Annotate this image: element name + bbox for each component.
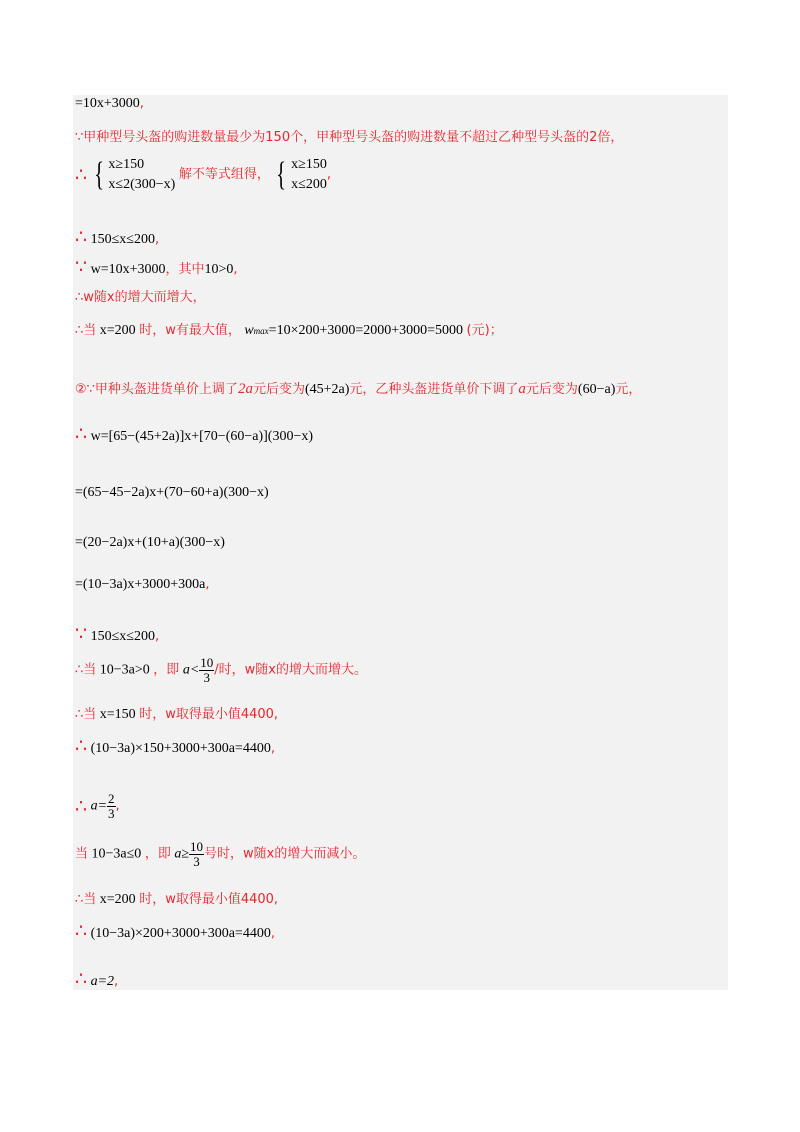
step-line: ∴当 10−3a>0 ，即 a< $\frac{10}{3}$ /时，w随x的增大而增大。: [75, 655, 367, 685]
step-line: [75, 534, 225, 552]
math-expr: (60−a): [577, 382, 616, 397]
math-expr: (10−3a)×150+3000+300a=4400: [90, 741, 271, 756]
step-line: [75, 484, 269, 502]
text: 时，w有最大值，: [139, 323, 241, 338]
frac-den: 3: [203, 670, 211, 685]
text: 时，w取得最小值4400,: [139, 707, 279, 722]
text: 元，: [615, 382, 642, 397]
step-line: ∵ w=10x+3000，其中10>0,: [75, 256, 238, 278]
frac-den: 3: [193, 854, 200, 869]
math-expr: 10−3a≤0: [91, 846, 142, 862]
math-expr: x=200: [99, 323, 136, 338]
step-line: ∴ w=[65−(45+2a)]x+[70−(60−a)](300−x): [75, 423, 314, 445]
math-expr: a=2: [90, 974, 115, 989]
math-expr: 2a: [237, 381, 253, 397]
math-expr: =10x+3000: [75, 96, 140, 111]
math-expr: (45+2a): [304, 382, 350, 397]
step-line: ∴ (10−3a)×150+3000+300a=4400,: [75, 735, 275, 757]
ineq-4: x≤200: [291, 177, 327, 192]
text: 元后变为: [252, 382, 305, 397]
step-line: ②∵甲种头盔进货单价上调了2a元后变为(45+2a)元，乙种头盔进货单价下调了a元后变为(60−a)元，: [75, 381, 642, 397]
text: ，其中: [165, 262, 205, 277]
ineq-2: x≤2(300−x): [108, 177, 176, 192]
condition-text: ∵甲种型号头盔的购进数量最少为150个，甲种型号头盔的购进数量不超过乙种型号头盔的2倍，: [75, 130, 624, 145]
step-line: ∵ 150≤x≤200,: [75, 623, 160, 645]
frac-num: 10: [200, 655, 214, 670]
step-line: ∴ a= $\frac{2}{3}$ ,: [75, 791, 120, 821]
frac-den: 3: [108, 806, 115, 821]
step-line: ∴ a=2,: [75, 968, 119, 990]
frac-num: 10: [190, 839, 204, 854]
text: 号时，w随x的增大而减小。: [204, 846, 366, 862]
text: ，即: [153, 662, 180, 678]
text: 时，w取得最小值4400,: [139, 892, 279, 907]
math-expr: 10>0: [204, 262, 234, 277]
math-expr: 150≤x≤200: [90, 232, 155, 247]
math-expr: =(20−2a)x+(10+a)(300−x): [75, 535, 225, 550]
step-line: ∴ (10−3a)×200+3000+300a=4400,: [75, 920, 275, 942]
text: ∴当: [75, 323, 97, 338]
step-line: 当 10−3a≤0 ，即 a≥ $\frac{10}{3}$ 号时，w随x的增大而减小。: [75, 839, 366, 869]
solve-text: 解不等式组得，: [178, 167, 270, 182]
step-line: =10x+3000,: [75, 96, 144, 111]
math-expr: x=150: [99, 707, 136, 722]
math-expr: =(10−3a)x+3000+300a: [75, 577, 206, 592]
math-expr: w=10x+3000: [90, 262, 166, 277]
math-expr: 10−3a>0: [99, 662, 150, 678]
math-expr: =10×200+3000=2000+3000=5000: [268, 323, 464, 338]
text: ∴当: [75, 707, 97, 722]
math-expr: x=200: [99, 892, 136, 907]
step-line: =(10−3a)x+3000+300a,: [75, 577, 210, 592]
inequality-system-line: ∴ { x≥150 x≤2(300−x) 解不等式组得， { x≥150 x≤200 ,: [75, 156, 331, 193]
step-line: [75, 891, 278, 909]
conclusion-text: ∴w随x的增大而增大，: [75, 290, 206, 305]
text: 当: [75, 846, 89, 862]
text: 元后变为: [525, 382, 578, 397]
text: ∴当: [75, 892, 97, 907]
text: ②∵甲种头盔进货单价上调了: [75, 382, 238, 397]
text: 元，乙种头盔进货单价下调了: [349, 382, 519, 397]
text: ，即: [144, 846, 171, 862]
step-line: [75, 706, 278, 724]
math-expr: w=[65−(45+2a)]x+[70−(60−a)](300−x): [90, 429, 314, 444]
ineq-1: x≥150: [108, 157, 145, 172]
step-line: ∴当 x=200 时，w有最大值， wmax=10×200+3000=2000+3000=5000 (元)；: [75, 323, 503, 338]
frac-num: 2: [108, 791, 115, 806]
math-expr: 150≤x≤200: [90, 629, 155, 644]
math-expr: =(65−45−2a)x+(70−60+a)(300−x): [75, 485, 269, 500]
step-line: ∴ 150≤x≤200,: [75, 226, 160, 248]
text: (元)；: [466, 323, 503, 338]
ineq-3: x≥150: [291, 157, 327, 172]
math-expr: (10−3a)×200+3000+300a=4400: [90, 926, 271, 941]
text: /时，w随x的增大而增大。: [214, 662, 367, 678]
text: ∴当: [75, 662, 97, 678]
